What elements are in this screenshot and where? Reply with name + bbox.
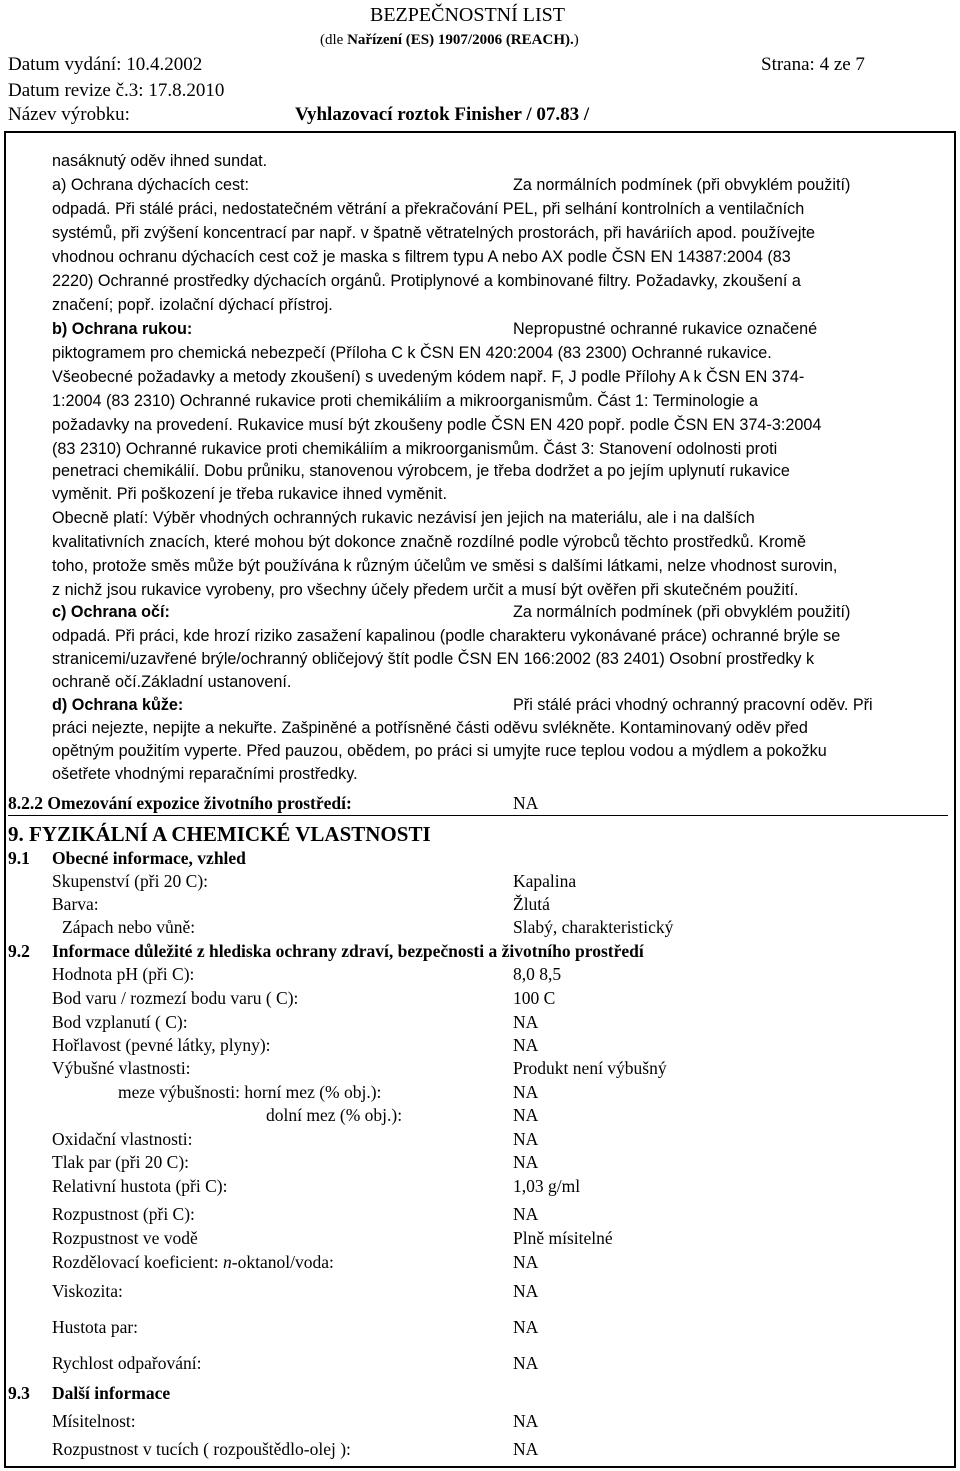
property-label: Hustota par: (52, 1317, 139, 1337)
property-value: Kapalina (513, 871, 577, 891)
text-line: ošetřete vhodnými reparačními prostředky. (52, 765, 358, 783)
page-border-right (954, 133, 956, 1466)
text-line: odpadá. Při stálé práci, nedostatečném větrání a překračování PEL, při selhání kontrolních a ventilačních (52, 200, 805, 218)
page-number: Strana: 4 ze 7 (761, 54, 865, 75)
skin-protection-value: Při stálé práci vhodný ochranný pracovní oděv. Při (513, 696, 873, 714)
text-line: toho, protože směs může být používána k různým účelům ve směsi s dalšími látkami, nelze vhodnost surovin, (52, 557, 838, 575)
property-value: Slabý, charakteristický (513, 917, 674, 937)
property-label: Barva: (52, 894, 99, 914)
environmental-exposure-value: NA (513, 793, 539, 813)
text-line: Obecně platí: Výběr vhodných ochranných rukavic nezávisí jen jejich na materiálu, ale i na dalších (52, 509, 755, 527)
text-line: piktogramem pro chemická nebezpečí (Příloha C k ČSN EN 420:2004 (83 2300) Ochranné rukavice. (52, 344, 772, 362)
page-border-left (4, 133, 6, 1466)
property-value: NA (513, 1012, 539, 1032)
text-line: penetraci chemikálií. Dobu průniku, stanovenou výrobcem, je třeba dodržet a po jejím uplynutí rukavice (52, 462, 790, 480)
subsection-number: 9.3 (8, 1383, 30, 1403)
property-label: Hořlavost (pevné látky, plyny): (52, 1035, 271, 1055)
property-label: Výbušné vlastnosti: (52, 1058, 191, 1078)
eye-protection-value: Za normálních podmínek (při obvyklém použití) (513, 603, 851, 621)
text-line: odpadá. Při práci, kde hrozí riziko zasažení kapalinou (podle charakteru vykonávané práce) ochranné brýle se (52, 627, 841, 645)
property-value: NA (513, 1082, 539, 1102)
regulation-reference: Nařízení (ES) 1907/2006 (REACH). (347, 32, 574, 48)
property-value: 1,03 g/ml (513, 1176, 581, 1196)
product-name: Vyhlazovací roztok Finisher / 07.83 / (295, 104, 590, 125)
page-border-bottom (4, 1466, 956, 1468)
environmental-exposure-label: 8.2.2 Omezování expozice životního prostředí: (8, 793, 352, 813)
property-value: NA (513, 1353, 539, 1373)
text-line: stranicemi/uzavřené brýle/ochranný obličejový štít podle ČSN EN 166:2002 (83 2401) Osobní prostředky k (52, 650, 815, 668)
subsection-number: 9.1 (8, 848, 30, 868)
product-label: Název výrobku: (8, 104, 130, 125)
property-label: Rychlost odpařování: (52, 1353, 202, 1373)
section-divider (8, 815, 948, 816)
text-line: Všeobecné požadavky a metody zkoušení) s uvedeným kódem např. F, J podle Přílohy A k ČSN EN 374- (52, 368, 805, 386)
text-line: opětným použitím vyperte. Před pauzou, obědem, po práci si umyjte ruce teplou vodou a mýdlem a pokožku (52, 742, 827, 760)
property-value: 8,0 8,5 (513, 964, 562, 984)
section-9-heading: 9. FYZIKÁLNÍ A CHEMICKÉ VLASTNOSTI (8, 822, 431, 846)
respiratory-protection-label: a) Ochrana dýchacích cest: (52, 176, 250, 194)
text-line: práci nejezte, nepijte a nekuřte. Zašpiněné a potřísněné části oděvu svlékněte. Kontaminovaný oděv před (52, 719, 808, 737)
text-line: kvalitativních znacích, které mohou být dokonce značně rozdílné podle výrobců těchto prostředků. Kromě (52, 533, 807, 551)
property-value: Žlutá (513, 894, 550, 914)
property-label: Bod varu / rozmezí bodu varu ( C): (52, 988, 299, 1008)
property-value: NA (513, 1035, 539, 1055)
property-value: NA (513, 1252, 539, 1272)
subsection-number: 9.2 (8, 941, 30, 961)
property-value: 100 C (513, 988, 556, 1008)
header-divider (4, 131, 956, 133)
property-value: NA (513, 1105, 539, 1125)
text-line: požadavky na provedení. Rukavice musí být zkoušeny podle ČSN EN 420 popř. podle ČSN EN 374-3:2004 (52, 416, 822, 434)
property-label: dolní mez (% obj.): (266, 1105, 403, 1125)
property-value: NA (513, 1317, 539, 1337)
property-label: Rozdělovací koeficient: n-oktanol/voda: (52, 1252, 334, 1272)
property-value: NA (513, 1204, 539, 1224)
property-label: Skupenství (při 20 C): (52, 871, 209, 891)
revision-date: Datum revize č.3: 17.8.2010 (8, 80, 225, 101)
property-value: NA (513, 1281, 539, 1301)
text-line: 2220) Ochranné prostředky dýchacích orgánů. Protiplynové a kombinované filtry. Požadavky, zkoušení a (52, 272, 801, 290)
property-label: Rozpustnost (při C): (52, 1204, 195, 1224)
property-label: meze výbušnosti: horní mez (% obj.): (118, 1082, 382, 1102)
subsection-title: Obecné informace, vzhled (52, 848, 246, 868)
document-subtitle: (dle Nařízení (ES) 1907/2006 (REACH).) (320, 32, 579, 48)
property-label: Rozpustnost ve vodě (52, 1228, 198, 1248)
text-line: vyměnit. Při poškození je třeba rukavice ihned vyměnit. (52, 485, 447, 503)
text-line: nasáknutý oděv ihned sundat. (52, 152, 268, 170)
document-title: BEZPEČNOSTNÍ LIST (370, 4, 565, 26)
property-label: Zápach nebo vůně: (62, 917, 196, 937)
property-label: Tlak par (při 20 C): (52, 1152, 190, 1172)
property-label: Viskozita: (52, 1281, 123, 1301)
text-line: z nichž jsou rukavice vyrobeny, pro všechny účely předem určit a musí být ověřen při skutečném použití. (52, 581, 799, 599)
text-line: ochraně očí.Základní ustanovení. (52, 673, 292, 691)
hand-protection-label: b) Ochrana rukou: (52, 320, 193, 338)
eye-protection-label: c) Ochrana očí: (52, 603, 170, 621)
respiratory-protection-value: Za normálních podmínek (při obvyklém použití) (513, 176, 851, 194)
hand-protection-value: Nepropustné ochranné rukavice označené (513, 320, 818, 338)
property-label: Oxidační vlastnosti: (52, 1129, 193, 1149)
property-value: Plně mísitelné (513, 1228, 613, 1248)
subsection-title: Informace důležité z hlediska ochrany zdraví, bezpečnosti a životního prostředí (52, 941, 644, 961)
property-label: Relativní hustota (při C): (52, 1176, 228, 1196)
property-label: Mísitelnost: (52, 1411, 136, 1431)
skin-protection-label: d) Ochrana kůže: (52, 696, 184, 714)
text-line: značení; popř. izolační dýchací přístroj. (52, 296, 333, 314)
text-line: 1:2004 (83 2310) Ochranné rukavice proti chemikáliím a mikroorganismům. Část 1: Terminologie a (52, 392, 758, 410)
property-label: Rozpustnost v tucích ( rozpouštědlo-olej ): (52, 1439, 351, 1459)
issue-date: Datum vydání: 10.4.2002 (8, 54, 203, 75)
property-value: Produkt není výbušný (513, 1058, 667, 1078)
text-line: systémů, při zvýšení koncentrací par např. v špatně větratelných prostorách, při haváriích apod. používejte (52, 224, 815, 242)
property-value: NA (513, 1439, 539, 1459)
property-value: NA (513, 1129, 539, 1149)
property-value: NA (513, 1152, 539, 1172)
property-label: Bod vzplanutí ( C): (52, 1012, 188, 1032)
text-line: (83 2310) Ochranné rukavice proti chemikáliím a mikroorganismům. Část 3: Stanovení odolnosti proti (52, 440, 778, 458)
text-line: vhodnou ochranu dýchacích cest což je maska s filtrem typu A nebo AX podle ČSN EN 14387:2004 (83 (52, 248, 791, 266)
property-label: Hodnota pH (při C): (52, 964, 195, 984)
property-value: NA (513, 1411, 539, 1431)
subsection-title: Další informace (52, 1383, 171, 1403)
